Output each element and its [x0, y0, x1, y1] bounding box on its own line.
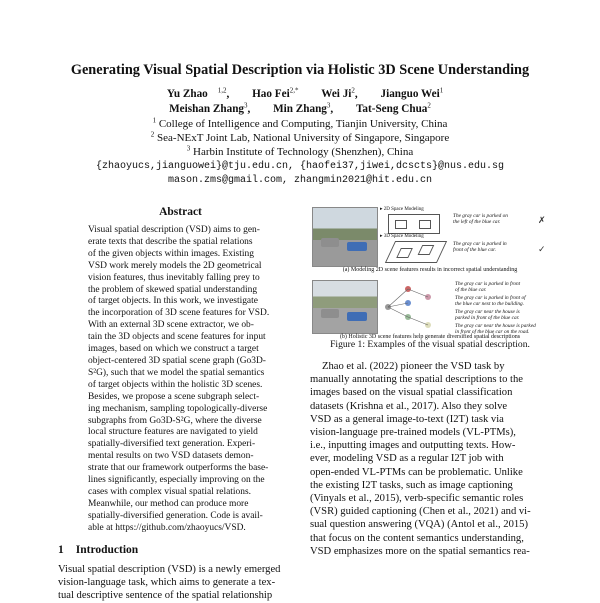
abstract-line: the problem of skewed spatial understanding [88, 284, 258, 295]
col2-line: (VSR) guided captioning (Chen et al., 2021) and vi- [310, 506, 531, 518]
abstract-line: local structure features are navigated to yield [88, 427, 258, 438]
right-mark: ✓ [538, 244, 546, 254]
street-photo-b [312, 280, 378, 334]
abstract-body [88, 225, 273, 535]
wrong-mark: ✗ [538, 215, 546, 225]
abstract-line: mental results on two VSD datasets demon- [88, 451, 254, 462]
col2-line: Zhao et al. (2022) pioneer the VSD task by [322, 361, 505, 372]
email-line-2: mason.zms@gmail.com, zhangmin2021@hit.edu.cn [167, 175, 433, 186]
intro-line: vision-language task, which aims to generate a tex- [58, 577, 276, 589]
col2-line: vision-language pre-trained models (VL-PTMs), [310, 427, 516, 439]
author-row-1 [60, 88, 540, 100]
author: Wei Ji$^2$, [321, 86, 358, 100]
abstract-line: ing mechanism, sampling topologically-diverse [88, 403, 268, 414]
author: Hao Fei$^{2,*}$ [252, 86, 299, 100]
col2-line: (Vinyals et al., 2015), verb-specific semantic roles [310, 493, 524, 505]
output-2d: The gray car is parked on the left of the blue car. [453, 213, 508, 225]
col2-line: datasets (Krishna et al., 2017). Also they solve [310, 400, 508, 412]
intro-line: Visual spatial description (VSD) is a newly emerged [58, 564, 281, 575]
abstract-line: erate texts that describe the spatial relations [88, 236, 253, 247]
abstract-line: Meanwhile, our method can produce more [88, 498, 249, 509]
email-line-1: {zhaoyucs,jianguowei}@tju.edu.cn, {haofei37,jiwei,dcscts}@nus.edu.sg [95, 161, 505, 172]
figure-1 [310, 205, 550, 355]
col2-line: i.e., inputting images and outputting texts. How- [310, 440, 516, 452]
col2-line: VSD as a general image-to-text (I2T) task via [310, 413, 504, 425]
intro-body [58, 563, 303, 603]
label-2d-modeling: ▸ 2D Space Modeling [380, 207, 424, 212]
col2-line: VSD emphasizes more on the spatial semantics rea- [310, 545, 530, 557]
affiliation-3: $^3$ Harbin Institute of Technology (Shenzhen), China [186, 144, 414, 158]
abstract-line: cases with complex visual spatial relations. [88, 486, 252, 497]
box-3d [385, 241, 447, 263]
author-row-2 [60, 103, 540, 115]
author: Yu Zhao $^{1,2}$, [166, 86, 230, 100]
intro-line: tual descriptive sentence of the spatial relationship [58, 590, 273, 602]
abstract-line: Besides, we propose a scene subgraph select- [88, 391, 260, 402]
col2-line: ever, modeling VSD as a regular I2T job with [310, 453, 504, 465]
subcaption-b: (b) Holistic 3D scene features help generate diversified spatial descriptions [339, 334, 521, 340]
abstract-line: spatially-diversified generation. Code is avail- [88, 510, 263, 521]
author: Tat-Seng Chua$^2$ [355, 101, 431, 115]
abstract-line: of target objects within the holistic 3D scenes. [88, 379, 263, 390]
blue-car-a [347, 242, 367, 251]
scene-graph [380, 281, 442, 333]
diverse-output-4: The gray car near the house is parked in front of the blue car on the road. [455, 323, 536, 335]
author: Meishan Zhang$^3$, [169, 101, 251, 115]
abstract-line: vision features, thus inevitably falling prey to [88, 272, 260, 283]
abstract-line: tain the 3D objects and scene features for input [88, 332, 266, 343]
col2-line: open-ended VL-PTMs can be problematic. Unlike [310, 466, 523, 478]
abstract-line: Visual spatial description (VSD) aims to gen- [88, 225, 260, 235]
figure-caption: Figure 1: Examples of the visual spatial description. [330, 339, 530, 350]
affiliation-1: $^1$ College of Intelligence and Computing, Tianjin University, China [152, 116, 448, 130]
affiliation-2: $^2$ Sea-NExT Joint Lab, National University of Singapore, Singapore [150, 130, 450, 144]
author: Jianguo Wei$^1$ [380, 86, 444, 100]
col2-line: images based on the visual spatial classification [310, 387, 513, 399]
abstract-line: able at https://github.com/zhaoyucs/VSD. [88, 522, 246, 533]
gray-car-a [321, 238, 339, 247]
gray-car-b [321, 309, 339, 318]
abstract-line: lines significantly, especially improving on the [88, 475, 265, 486]
abstract-heading: Abstract [159, 206, 202, 218]
abstract-line: With an external 3D scene extractor, we ob- [88, 320, 254, 331]
col2-line: the existing I2T tasks, such as image captioning [310, 479, 513, 491]
subcaption-a: (a) Modeling 2D scene features results in incorrect spatial understanding [342, 267, 518, 273]
abstract-line: subgraphs from Go3D-S²G, where the diverse [88, 415, 262, 426]
abstract-line: spatially-diversified text generation. Experi- [88, 439, 256, 450]
abstract-line: of the given objects within images. Existing [88, 248, 254, 259]
col2-line: sual question answering (VQA) (Antol et al., 2015) [310, 519, 529, 531]
plane-2d [388, 214, 440, 234]
diverse-output-2: The gray car is parked in front of the blue car next to the building. [455, 295, 526, 307]
diverse-output-3: The gray car near the house is parked in front of the blue car. [455, 309, 520, 321]
abstract-line: strate that our framework outperforms the base- [88, 463, 269, 474]
paper-title: Generating Visual Spatial Description via Holistic 3D Scene Understanding [70, 62, 530, 78]
diverse-output-1: The gray car is parked in front of the blue car. [455, 281, 521, 293]
col2-line: manually annotating the spatial descriptions to the [310, 374, 524, 386]
abstract-line: of target objects. In this work, we investigate [88, 296, 258, 307]
right-column-body [310, 360, 550, 558]
abstract-line: images, based on which we construct a target [88, 344, 259, 355]
abstract-line: the incorporation of 3D scene features for VSD. [88, 308, 270, 319]
abstract-line: S²G), such that we model the spatial semantics [88, 367, 265, 378]
author: Min Zhang$^3$, [273, 101, 334, 115]
abstract-line: object-centered 3D spatial scene graph (Go3D- [88, 355, 266, 366]
section-heading-introduction: 1 Introduction [58, 544, 139, 556]
output-3d: The gray car is parked in front of the blue car. [453, 241, 507, 253]
blue-car-b [347, 312, 367, 321]
street-photo-a [312, 207, 378, 267]
label-3d-modeling: ▸ 3D Space Modeling [380, 234, 424, 239]
col2-line: that focus on the content semantics understanding, [310, 532, 524, 544]
abstract-line: VSD work merely models the 2D geometrical [88, 260, 262, 271]
